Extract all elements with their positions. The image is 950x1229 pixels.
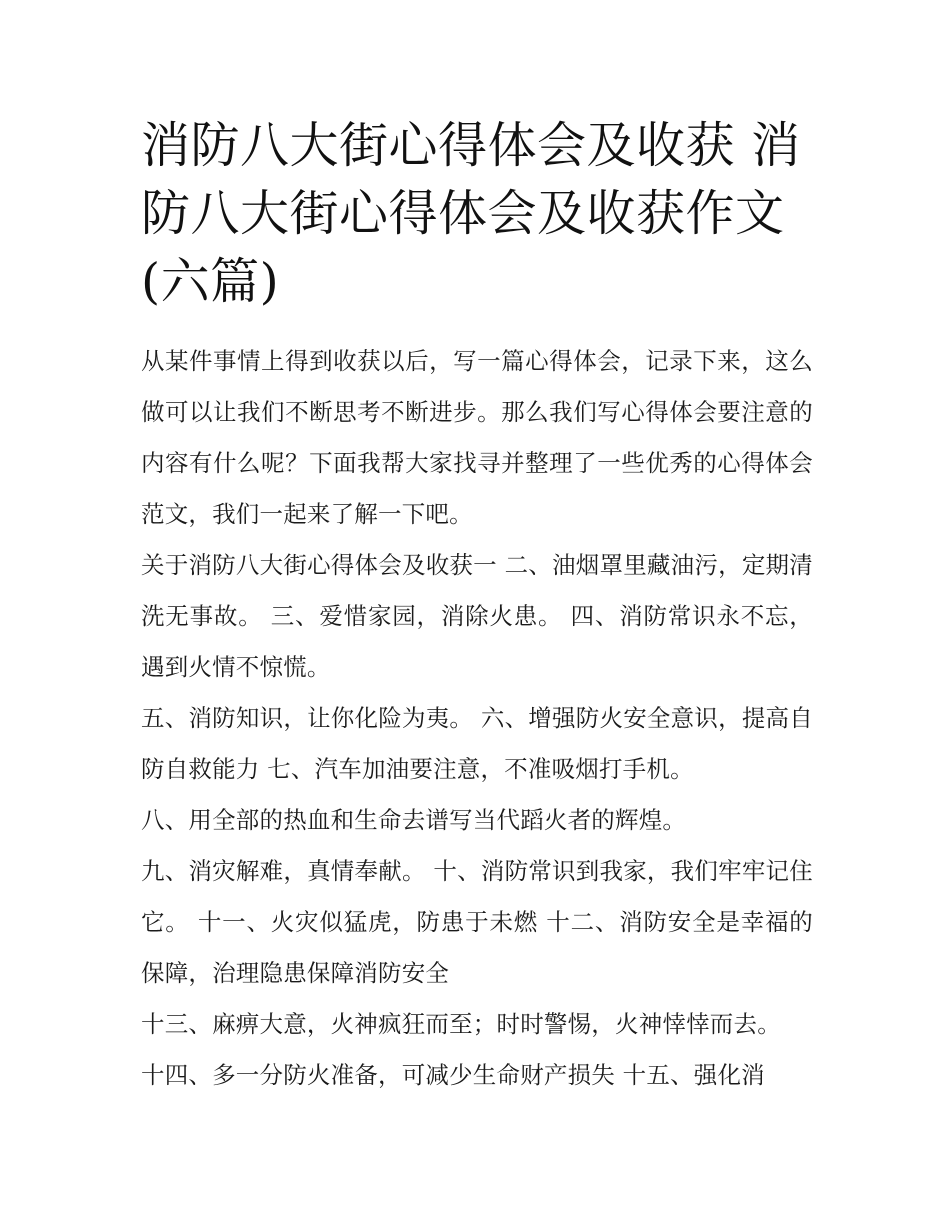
paragraph-slogans-3: 八、用全部的热血和生命去谱写当代蹈火者的辉煌。	[141, 806, 687, 834]
paragraph-slogans-4: 九、消灾解难，真情奉献。 十、消防常识到我家，我们牢牢记住它。 十一、火灾似猛虎，防患于未燃 十二、消防安全是幸福的保障，治理隐患保障消防安全	[141, 857, 813, 987]
document-body	[141, 112, 813, 1101]
paragraph-slogans-5: 十三、麻痹大意，火神疯狂而至；时时警惕，火神悻悻而去。	[141, 1010, 781, 1038]
paragraph-slogans-1: 关于消防八大街心得体会及收获一 二、油烟罩里藏油污，定期清洗无事故。 三、爱惜家园，消除火患。 四、消防常识永不忘，遇到火情不惊慌。	[141, 551, 813, 681]
paragraph-intro: 从某件事情上得到收获以后，写一篇心得体会，记录下来，这么做可以让我们不断思考不断进步。那么我们写心得体会要注意的内容有什么呢？下面我帮大家找寻并整理了一些优秀的心得体会范文，我们一起来了解一下吧。	[141, 347, 813, 528]
document-title: 消防八大街心得体会及收获 消防八大街心得体会及收获作文(六篇)	[141, 117, 801, 310]
paragraph-slogans-2: 五、消防知识，让你化险为夷。 六、增强防火安全意识，提高自防自救能力 七、汽车加油要注意，不准吸烟打手机。	[141, 704, 813, 783]
paragraph-slogans-6: 十四、多一分防火准备，可减少生命财产损失 十五、强化消	[141, 1061, 765, 1089]
